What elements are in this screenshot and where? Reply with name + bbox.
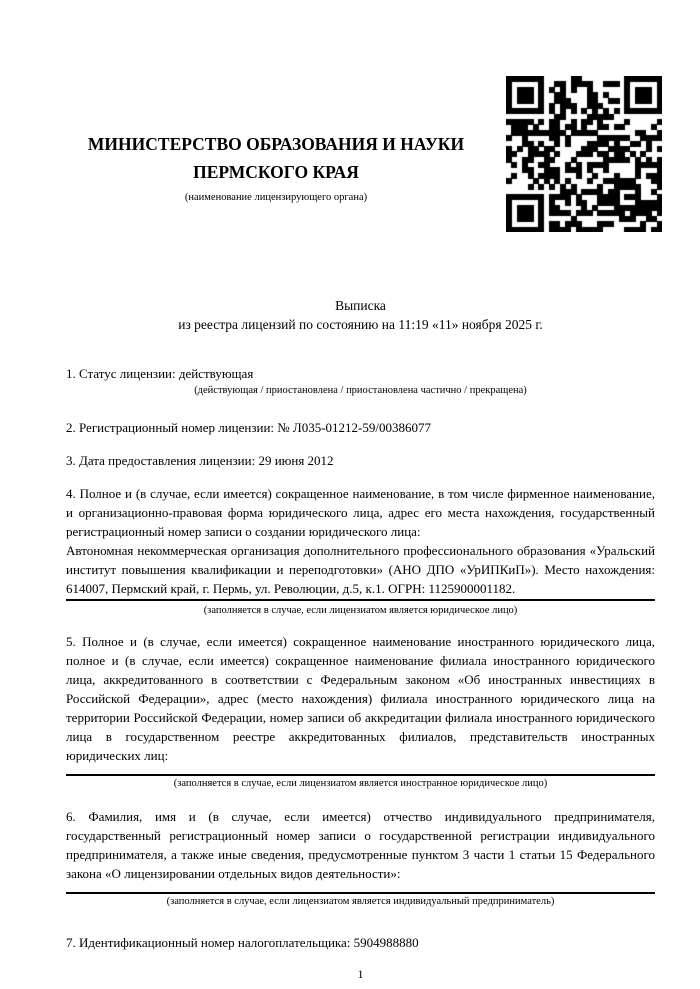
section-6-caption: (заполняется в случае, если лицензиатом является индивидуальный предприниматель) bbox=[166, 896, 555, 907]
section-4-legal-entity-value: Автономная некоммерческая организация дополнительного профессионального образования «Уральский институт повышения квалификации и переподготовки» (АНО ДПО «УрИПКиП»). Место нахождения: 614007, Пермский край, г. Пермь, ул. Революции, д.5, к.1. ОГРН: 1125900001182. bbox=[66, 543, 655, 596]
section-4-fill-line bbox=[66, 599, 655, 601]
section-5-caption: (заполняется в случае, если лицензиатом является иностранное юридическое лицо) bbox=[173, 778, 548, 789]
page-number: 1 bbox=[357, 967, 364, 981]
header-section bbox=[66, 0, 655, 258]
qr-code-icon bbox=[506, 76, 662, 232]
section-2-registration-number: 2. Регистрационный номер лицензии: № Л035-01212-59/00386077 bbox=[66, 420, 432, 435]
section-4-legal-entity-label: 4. Полное и (в случае, если имеется) сокращенное наименование, в том числе фирменное наименование, и организационно-правовая форма юридического лица, адрес его места нахождения, государственный регистрационный номер записи о создании юридического лица: bbox=[66, 486, 655, 539]
section-6-entrepreneur-label: 6. Фамилия, имя и (в случае, если имеется) отчество индивидуального предпринимателя, государственный регистрационный номер записи о государственной регистрации индивидуального предпринимателя, а также иные сведения, предусмотренные пунктом 3 части 1 статьи 15 Федерального закона «О лицензировании отдельных видов деятельности»: bbox=[66, 809, 655, 881]
section-3-grant-date: 3. Дата предоставления лицензии: 29 июня 2012 bbox=[66, 453, 334, 468]
ministry-name: МИНИСТЕРСТВО ОБРАЗОВАНИЯ И НАУКИ ПЕРМСКОГО КРАЯ bbox=[87, 134, 465, 182]
section-7-taxpayer-number: 7. Идентификационный номер налогоплательщика: 5904988880 bbox=[66, 935, 419, 950]
document-subtitle: из реестра лицензий по состоянию на 11:19 «11» ноября 2025 г. bbox=[178, 317, 543, 332]
section-4-caption: (заполняется в случае, если лицензиатом является юридическое лицо) bbox=[203, 605, 518, 616]
document-title-block bbox=[66, 296, 655, 334]
document-title: Выписка bbox=[335, 298, 386, 313]
section-1-caption: (действующая / приостановлена / приостановлена частично / прекращена) bbox=[194, 385, 527, 396]
section-1-license-status: 1. Статус лицензии: действующая bbox=[66, 366, 254, 381]
ministry-caption: (наименование лицензирующего органа) bbox=[184, 192, 368, 203]
section-5-foreign-entity-label: 5. Полное и (в случае, если имеется) сокращенное наименование иностранного юридического лица, полное и (в случае, если имеется) сокращенное наименование филиала иностранного юридического лица, аккредитованного в соответствии с Федеральным законом «Об иностранных инвестициях в Российской Федерации», адрес (место нахождения) филиала иностранного юридического лица на территории Российской Федерации, номер записи об аккредитации филиала иностранного юридического лица в государственном реестре аккредитованных филиалов, представительств иностранных юридических лиц: bbox=[66, 634, 655, 763]
ministry-title-block bbox=[70, 130, 482, 205]
